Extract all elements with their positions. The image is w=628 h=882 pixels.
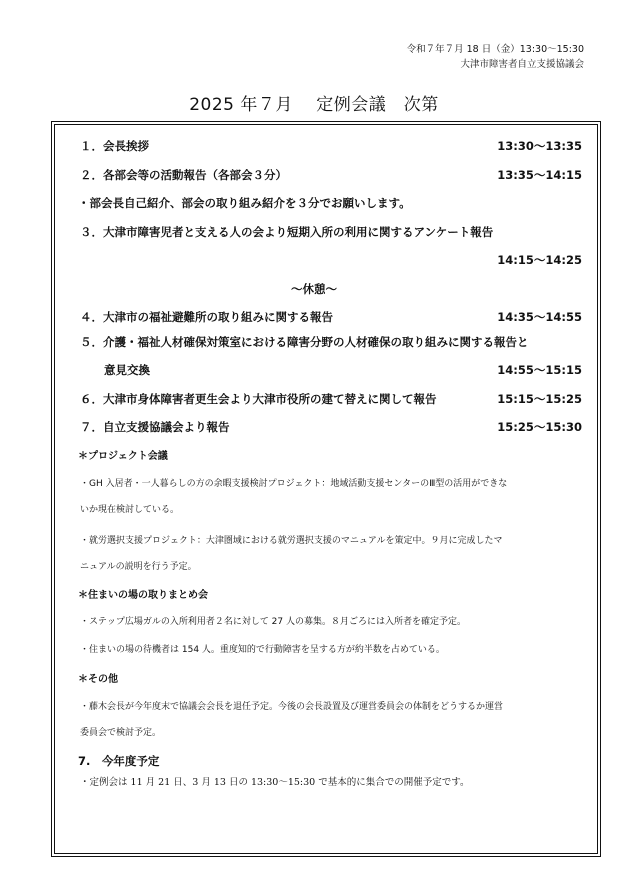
page-title: 2025 年７月 定例会議 次第 xyxy=(189,95,439,115)
agenda-item-4-time: 14:35〜14:55 xyxy=(497,310,582,324)
project-note-1-line-2: いか現在検討している。 xyxy=(80,505,180,515)
project-note-1-line-1: ・GH 入居者・一人暮らしの方の余暇支援検討プロジェクト：地域活動支援センターのⅢ型の活用ができな xyxy=(80,479,508,489)
agenda-item-5-cont: 意見交換 xyxy=(104,363,150,377)
housing-heading: ＊住まいの場の取りまとめ会 xyxy=(78,590,208,601)
meeting-date: 令和７年７月 18 日（金）13:30〜15:30 xyxy=(406,44,584,55)
organization-name: 大津市障害者自立支援協議会 xyxy=(460,59,584,70)
plan-heading: 7. 今年度予定 xyxy=(78,754,160,768)
project-heading: ＊プロジェクト会議 xyxy=(78,451,168,462)
agenda-item-3-time: 14:15〜14:25 xyxy=(497,253,582,267)
agenda-item-1: １．会長挨拶 xyxy=(80,139,149,153)
agenda-item-7-time: 15:25〜15:30 xyxy=(497,420,582,434)
agenda-item-5-time: 14:55〜15:15 xyxy=(497,363,582,377)
plan-note: ・定例会は 11 月 21 日、3 月 13 日の 13:30〜15:30 で基本的に集合での開催予定です。 xyxy=(80,777,470,788)
agenda-item-3: ３．大津市障害児者と支える人の会より短期入所の利用に関するアンケート報告 xyxy=(80,225,494,239)
break-label: 〜休憩〜 xyxy=(291,282,337,296)
agenda-item-1-time: 13:30〜13:35 xyxy=(497,139,582,153)
agenda-item-2: ２．各部会等の活動報告（各部会３分） xyxy=(80,168,287,182)
agenda-item-6: ６．大津市身体障害者更生会より大津市役所の建て替えに関して報告 xyxy=(80,392,437,406)
agenda-item-2-note: ・部会長自己紹介、部会の取り組み紹介を３分でお願いします。 xyxy=(78,196,411,210)
agenda-item-4: ４．大津市の福祉避難所の取り組みに関する報告 xyxy=(80,310,333,324)
agenda-item-6-time: 15:15〜15:25 xyxy=(497,392,582,406)
project-note-2-line-2: ニュアルの説明を行う予定。 xyxy=(80,562,197,572)
other-note-1-line-1: ・藤木会長が今年度末で協議会会長を退任予定。今後の会長設置及び運営委員会の体制をどうするか運営 xyxy=(80,702,504,712)
other-note-1-line-2: 委員会で検討予定。 xyxy=(80,728,162,738)
agenda-item-5: ５．介護・福祉人材確保対策室における障害分野の人材確保の取り組みに関する報告と xyxy=(80,335,529,349)
agenda-item-7: ７．自立支援協議会より報告 xyxy=(80,420,230,434)
project-note-2-line-1: ・就労選択支援プロジェクト：大津圏域における就労選択支援のマニュアルを策定中。９月に完成したマ xyxy=(80,536,503,546)
agenda-item-2-time: 13:35〜14:15 xyxy=(497,168,582,182)
other-heading: ＊その他 xyxy=(78,674,118,685)
housing-note-2: ・住まいの場の待機者は 154 人。重度知的で行動障害を呈する方が約半数を占めている。 xyxy=(80,645,445,655)
housing-note-1: ・ステップ広場ガルの入所利用者２名に対して 27 人の募集。８月ごろには入所者を確定予定。 xyxy=(80,617,466,627)
